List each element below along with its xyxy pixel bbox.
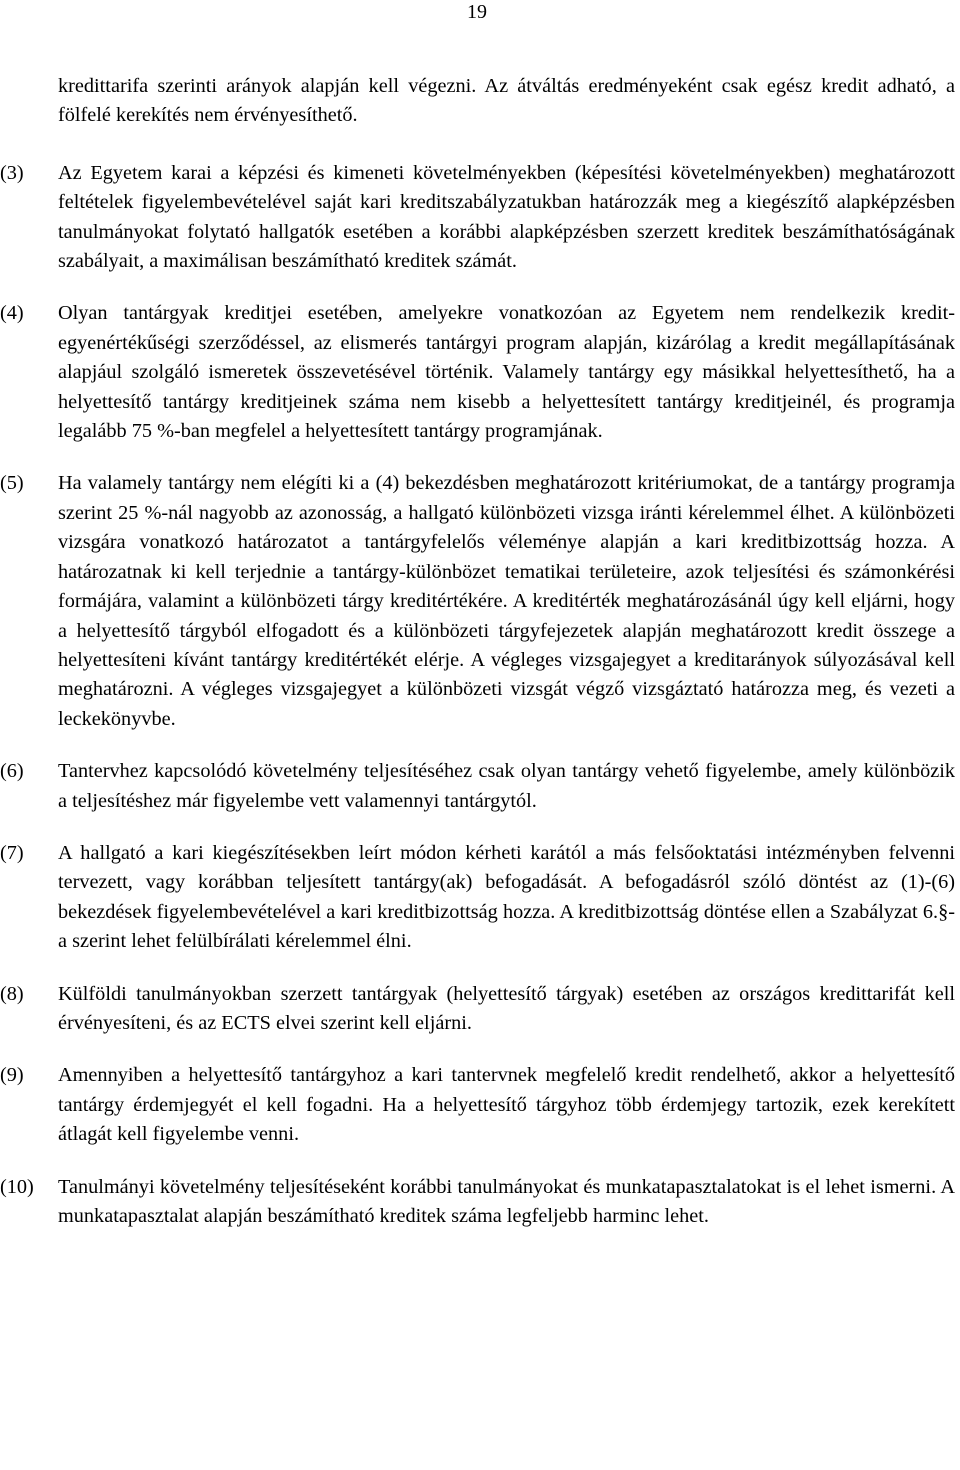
paragraph-6 [0, 757, 960, 816]
document-body [0, 72, 960, 1231]
paragraph-number: (10) [0, 1175, 34, 1198]
paragraph-text: Az Egyetem karai a képzési és kimeneti követelményekben (képesítési követelményekben) meghatározott feltételek figyelembevételével saját kari kreditszabályzatukban határozzák meg a kiegészítő alapképzésben tanulmányokat folytató hallgatók esetében a korábbi alapképzésben szerzett kreditek beszámíthatóságának szabályait, a maximálisan beszámítható kreditek számát. [58, 161, 955, 273]
paragraph-number: (8) [0, 982, 24, 1005]
paragraph-text: Ha valamely tantárgy nem elégíti ki a (4) bekezdésben meghatározott kritériumokat, de a tantárgy programja szerint 25 %-nál nagyobb az azonosság, a hallgató különbözeti vizsga iránti kérelemmel élhet. A különbözeti vizsgára vonatkozó határozatot a tantárgyfelelős véleménye alapján a kari kreditbizottság hozza. A határozatnak ki kell terjednie a tantárgy-különbözet tematikai területeire, azok teljesítési és számonkérési formájára, valamint a különbözeti tárgy kreditértékére. A kreditérték meghatározásánál úgy kell eljárni, hogy a helyettesítő tárgyból elfogadott és a különbözeti tárgyfejezetek alapján meghatározott kredit összege a helyettesíteni kívánt tantárgy kreditértékét elérje. A végleges vizsgajegyet a kreditarányok súlyozásával kell meghatározni. A végleges vizsgajegyet a különbözeti vizsgát végző vizsgáztató határozza meg, és vezeti a leckekönyvbe. [58, 472, 955, 730]
paragraph-8 [0, 980, 960, 1039]
page-number: 19 [467, 1, 487, 23]
paragraph-text: Tantervhez kapcsolódó követelmény teljesítéséhez csak olyan tantárgy vehető figyelembe, amely különbözik a teljesítéshez már figyelembe vett valamennyi tantárgytól. [58, 760, 955, 812]
paragraph-7 [0, 839, 960, 957]
paragraph-number: (4) [0, 302, 24, 325]
paragraph-text: Olyan tantárgyak kreditjei esetében, amelyekre vonatkozóan az Egyetem nem rendelkezik kredit-egyenértékűségi szerződéssel, az elismerés tantárgyi program alapján, kizárólag a kredit megállapításának alapjául szolgáló ismeretek összevetésével történik. Valamely tantárgy egy másikkal helyettesíthető, ha a helyettesítő tantárgy kreditjeinek száma nem kisebb a helyettesített tantárgy kreditjeinél, és programja legalább 75 %-ban megfelel a helyettesített tantárgy programjának. [58, 302, 955, 443]
paragraph-text: Külföldi tanulmányokban szerzett tantárgyak (helyettesítő tárgyak) esetében az országos kredittarifát kell érvényesíteni, és az ECTS elvei szerint kell eljárni. [58, 982, 955, 1034]
paragraph-text: Tanulmányi követelmény teljesítéseként korábbi tanulmányokat és munkatapasztalatokat is el lehet ismerni. A munkatapasztalat alapján beszámítható kreditek száma legfeljebb harminc lehet. [58, 1175, 955, 1227]
paragraph-text: A hallgató a kari kiegészítésekben leírt módon kérheti karától a más felsőoktatási intézményben felvenni tervezett, vagy korábban teljesített tantárgy(ak) befogadását. A befogadásról szóló döntést az (1)-(6) bekezdések figyelembevételével a kari kreditbizottság hozza. A kreditbizottság döntése ellen a Szabályzat 6.§-a szerint lehet felülbírálati kérelemmel élni. [58, 841, 955, 953]
paragraph-5 [0, 469, 960, 734]
paragraph-number: (3) [0, 161, 24, 184]
paragraph-4 [0, 299, 960, 446]
paragraph-number: (9) [0, 1064, 24, 1087]
paragraph-3 [0, 159, 960, 277]
continued-paragraph: kredittarifa szerinti arányok alapján kell végezni. Az átváltás eredményeként csak egész kredit adható, a fölfelé kerekítés nem érvényesíthető. [58, 75, 955, 127]
paragraph-number: (6) [0, 760, 24, 783]
paragraph-9 [0, 1061, 960, 1149]
paragraph-number: (5) [0, 472, 24, 495]
paragraph-text: Amennyiben a helyettesítő tantárgyhoz a kari tantervnek megfelelő kredit rendelhető, akkor a helyettesítő tantárgy érdemjegyét el kell fogadni. Ha a helyettesítő tárgyhoz több érdemjegy tartozik, ezek kerekített átlagát kell figyelembe venni. [58, 1064, 955, 1146]
paragraph-number: (7) [0, 841, 24, 864]
paragraph-10 [0, 1173, 960, 1232]
